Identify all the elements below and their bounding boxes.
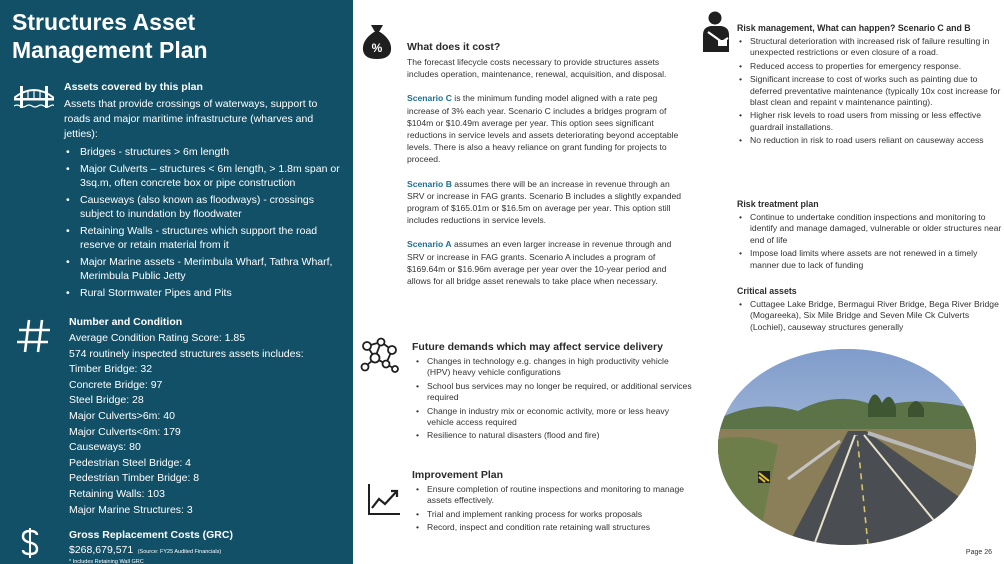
grc-heading: Gross Replacement Costs (GRC) xyxy=(69,529,233,541)
scenario-b-label: Scenario B xyxy=(407,178,452,189)
grc-note: * Includes Retaining Wall GRC xyxy=(69,559,144,564)
list-item: • Structural deterioration with increased risk of failure resulting in unexpected restrictions or even closure of a road. xyxy=(737,36,1003,59)
cost-section xyxy=(407,40,689,287)
critical-heading: Critical assets xyxy=(737,286,797,296)
list-item: • Major Marine assets - Merimbula Wharf, Tathra Wharf, Merimbula Public Jetty xyxy=(66,255,346,283)
assets-list xyxy=(64,145,346,300)
list-item: • Major Culverts – structures < 6m length, > 1.8m span or 3sq.m, often concrete box or pipe construction xyxy=(66,162,346,190)
page-title: Structures Asset Management Plan xyxy=(12,9,208,63)
middle-column xyxy=(357,0,697,564)
network-icon xyxy=(359,336,399,379)
improvement-section xyxy=(412,468,694,534)
cost-heading: What does it cost? xyxy=(407,41,501,53)
right-column xyxy=(700,0,1004,564)
list-item: • Resilience to natural disasters (flood and fire) xyxy=(414,430,694,441)
list-item: • Rural Stormwater Pipes and Pits xyxy=(66,286,346,300)
cost-intro: The forecast lifecycle costs necessary to provide structures assets includes operation, maintenance, renewal, acquisition, and disposal. xyxy=(407,57,667,80)
critical-section xyxy=(737,285,1003,333)
list-item: • Bridges - structures > 6m length xyxy=(66,145,346,159)
treatment-list xyxy=(737,212,1003,271)
risk-heading: Risk management, What can happen? Scenario C and B xyxy=(737,23,971,33)
list-item: • Changes in technology e.g. changes in high productivity vehicle (HPV) heavy vehicle configurations xyxy=(414,356,694,379)
grc-source: (Source: FY25 Audited Financials) xyxy=(137,549,222,555)
page-number: Page 26 xyxy=(965,549,992,556)
list-item: • Significant increase to cost of works such as painting due to deferred preventative maintenance (typically 10x cost increase for blast clean and repaint v maintenance painting). xyxy=(737,74,1003,108)
scenario-a-label: Scenario A xyxy=(407,239,452,250)
list-item: • Record, inspect and condition rate retaining wall structures xyxy=(414,522,694,533)
list-item: • Higher risk levels to road users from missing or less effective guardrail installations. xyxy=(737,110,1003,133)
improvement-heading: Improvement Plan xyxy=(412,469,504,481)
bridge-icon xyxy=(14,84,54,115)
list-item: • Continue to undertake condition inspections and monitoring to identify and manage damaged, vulnerable or older structures near end of life xyxy=(737,212,1003,246)
scenario-a-paragraph: Scenario A assumes an even larger increase in revenue through and SRV or increase in FAG grants. Scenario A includes a program of $169.64m or $16.96m average per year over the 10-year period and allows for all bridge asset renewals to take place when necessary. xyxy=(407,239,672,287)
assets-heading: Assets covered by this plan xyxy=(64,81,203,93)
list-item: • Trial and implement ranking process for works proposals xyxy=(414,509,694,520)
condition-lines xyxy=(69,331,349,518)
list-item: • Causeways (also known as floodways) - crossings subject to inundation by floodwater xyxy=(66,193,346,221)
condition-line: Timber Bridge: 32 xyxy=(69,363,153,376)
list-item: • School bus services may no longer be required, or additional services required xyxy=(414,381,694,404)
treatment-heading: Risk treatment plan xyxy=(737,199,819,209)
assets-intro: Assets that provide crossings of waterways, support to roads and major maritime infrastructure (wharves and jetties): xyxy=(64,98,318,140)
condition-line: Major Culverts>6m: 40 xyxy=(69,409,175,422)
condition-line: Causeways: 80 xyxy=(69,441,141,454)
money-bag-badge: % xyxy=(371,41,383,55)
condition-line: Major Marine Structures: 3 xyxy=(69,503,193,516)
list-item: • Reduced access to properties for emergency response. xyxy=(737,61,1003,72)
condition-line: Retaining Walls: 103 xyxy=(69,487,165,500)
condition-heading: Number and Condition xyxy=(69,316,183,328)
hash-icon xyxy=(16,318,52,359)
scenario-c-paragraph: Scenario C is the minimum funding model aligned with a rate peg increase of 3% each year. Scenario C includes a bridges program of $104m or $10.49m average per year. This option sees significant reductions in service levels and assets deteriorating beyond acceptable levels. There is also a heavy reliance on grant funding for projects to proceed. xyxy=(407,93,679,165)
list-item: • Impose load limits where assets are not renewed in a timely manner due to lack of funding xyxy=(737,248,1003,271)
trend-chart-icon xyxy=(367,482,401,521)
condition-line: Pedestrian Steel Bridge: 4 xyxy=(69,456,191,469)
future-list xyxy=(414,356,694,442)
grc-value: $268,679,571 xyxy=(69,544,134,556)
condition-line: Concrete Bridge: 97 xyxy=(69,378,163,391)
money-bag-icon xyxy=(360,22,394,65)
condition-line: 574 routinely inspected structures assets includes: xyxy=(69,347,304,360)
scenario-c-label: Scenario C xyxy=(407,93,452,104)
list-item: • Retaining Walls - structures which support the road reserve or retain material from it xyxy=(66,224,346,252)
future-heading: Future demands which may affect service delivery xyxy=(412,341,663,353)
grc-section xyxy=(69,528,349,564)
scenario-b-paragraph: Scenario B assumes there will be an increase in revenue through an SRV or increase in FAG grants. Scenario B includes a slightly expanded program of $165.01m or $16.5m on average per year. This option still includes reductions in service levels. xyxy=(407,178,682,226)
assets-section xyxy=(64,80,346,300)
bridge-road-photo xyxy=(718,349,976,545)
list-item: • Ensure completion of routine inspections and monitoring to manage assets effectively. xyxy=(414,484,694,507)
condition-line: Steel Bridge: 28 xyxy=(69,394,144,407)
condition-line: Pedestrian Timber Bridge: 8 xyxy=(69,472,200,485)
dollar-icon xyxy=(20,527,40,564)
list-item: • No reduction in risk to road users reliant on causeway access xyxy=(737,135,1003,146)
risk-section xyxy=(737,22,1003,147)
future-section xyxy=(412,340,694,442)
list-item: • Change in industry mix or economic activity, more or less heavy vehicle access required xyxy=(414,406,694,429)
condition-line: Major Culverts<6m: 179 xyxy=(69,425,181,438)
list-item: • Cuttagee Lake Bridge, Bermagui River Bridge, Bega River Bridge (Mogareeka), Six Mile Bridge and Seven Mile Ck Culverts (Lochiel), causeway structures generally xyxy=(737,299,1003,333)
condition-line: Average Condition Rating Score: 1.85 xyxy=(69,332,246,344)
risk-list xyxy=(737,36,1003,147)
injured-person-icon xyxy=(700,10,732,59)
treatment-section xyxy=(737,198,1003,271)
left-panel xyxy=(0,0,353,564)
condition-section xyxy=(69,315,349,518)
improvement-list xyxy=(414,484,694,534)
critical-list xyxy=(737,299,1003,333)
